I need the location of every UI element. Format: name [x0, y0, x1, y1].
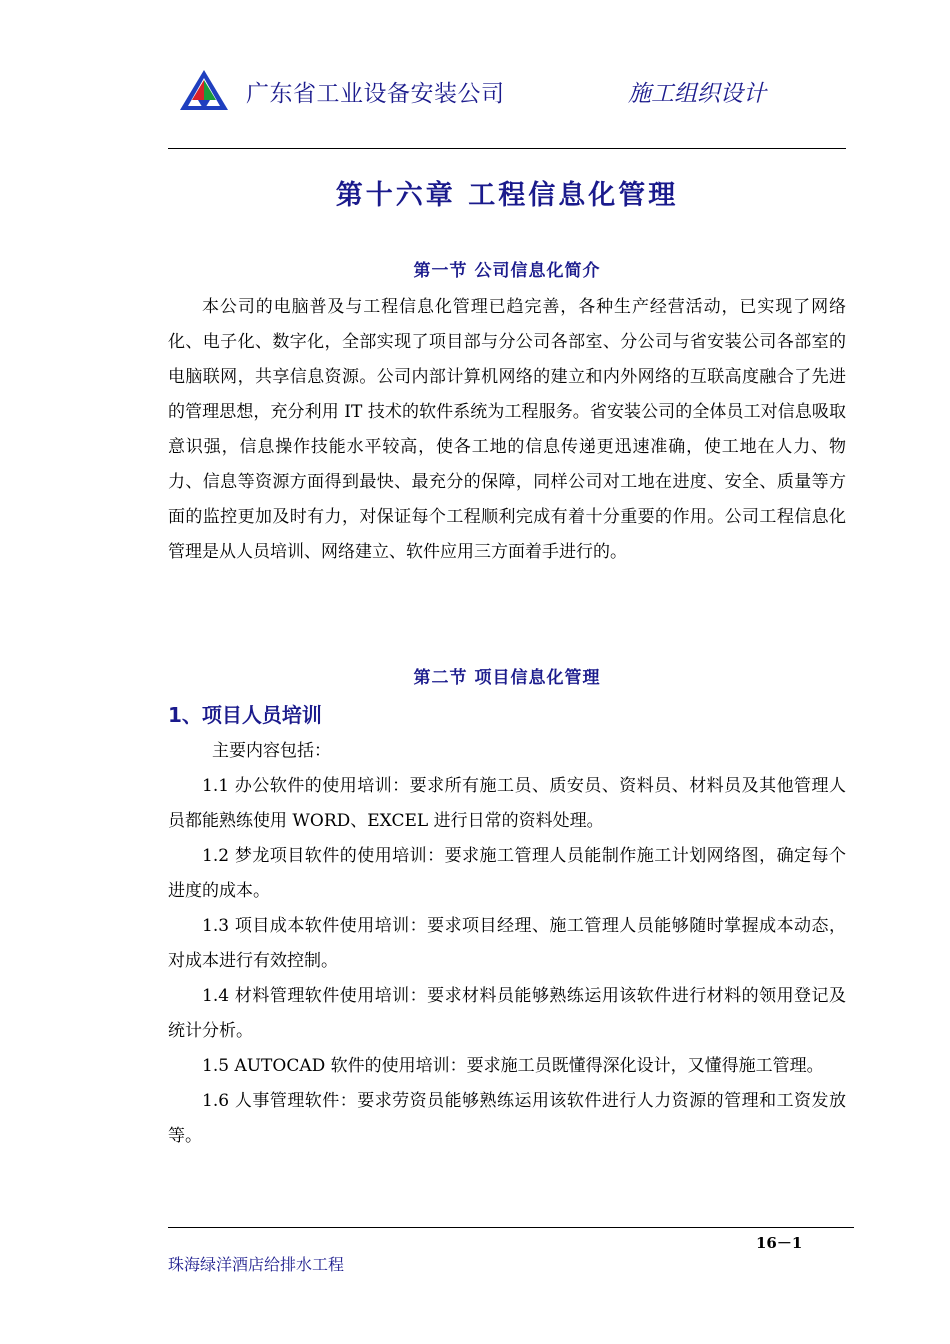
section-paragraph: 本公司的电脑普及与工程信息化管理已趋完善，各种生产经营活动，已实现了网络化、电子化、数字化，全部实现了项目部与分公司各部室、分公司与省安装公司各部室的电脑联网，共享信息资源。公司内部计算机网络的建立和内外网络的互联高度融合了先进的管理思想，充分利用 IT 技术的软件系统为工程服务。省安装公司的全体员工对信息吸取意识强，信息操作技能水平较高，使各工地的信息传递更迅速准确，使工地在人力、物力、信息等资源方面得到最快、最充分的保障，同样公司对工地在进度、安全、质量等方面的监控更加及时有力，对保证每个工程顺利完成有着十分重要的作用。公司工程信息化管理是从人员培训、网络建立、软件应用三方面着手进行的。	[168, 297, 846, 562]
company-logo-icon	[178, 68, 230, 112]
list-item: 1.4 材料管理软件使用培训：要求材料员能够熟练运用该软件进行材料的领用登记及统计分析。	[168, 986, 846, 1041]
list-item: 1.1 办公软件的使用培训：要求所有施工员、质安员、资料员、材料员及其他管理人员都能熟练使用 WORD、EXCEL 进行日常的资料处理。	[168, 776, 846, 831]
project-name: 珠海绿洋酒店给排水工程	[168, 1255, 345, 1274]
footer-divider	[168, 1227, 854, 1228]
chapter-title: 第十六章 工程信息化管理	[335, 180, 679, 211]
document-type: 施工组织设计	[628, 81, 766, 107]
list-item: 1.2 梦龙项目软件的使用培训：要求施工管理人员能制作施工计划网络图，确定每个进度的成本。	[168, 846, 846, 901]
section-title: 第二节 项目信息化管理	[413, 668, 601, 688]
subsection-heading: 1、项目人员培训	[168, 703, 322, 727]
company-name: 广东省工业设备安装公司	[246, 81, 505, 107]
list-lead: 主要内容包括：	[212, 741, 331, 761]
list-item: 1.5 AUTOCAD 软件的使用培训：要求施工员既懂得深化设计，又懂得施工管理。	[202, 1056, 824, 1076]
header-divider	[168, 148, 846, 149]
training-list	[168, 734, 846, 1154]
section-title: 第一节 公司信息化简介	[413, 261, 601, 281]
page-number: 16－1	[756, 1234, 803, 1252]
list-item: 1.3 项目成本软件使用培训：要求项目经理、施工管理人员能够随时掌握成本动态，对成本进行有效控制。	[168, 916, 846, 971]
list-item: 1.6 人事管理软件：要求劳资员能够熟练运用该软件进行人力资源的管理和工资发放等。	[168, 1091, 846, 1146]
